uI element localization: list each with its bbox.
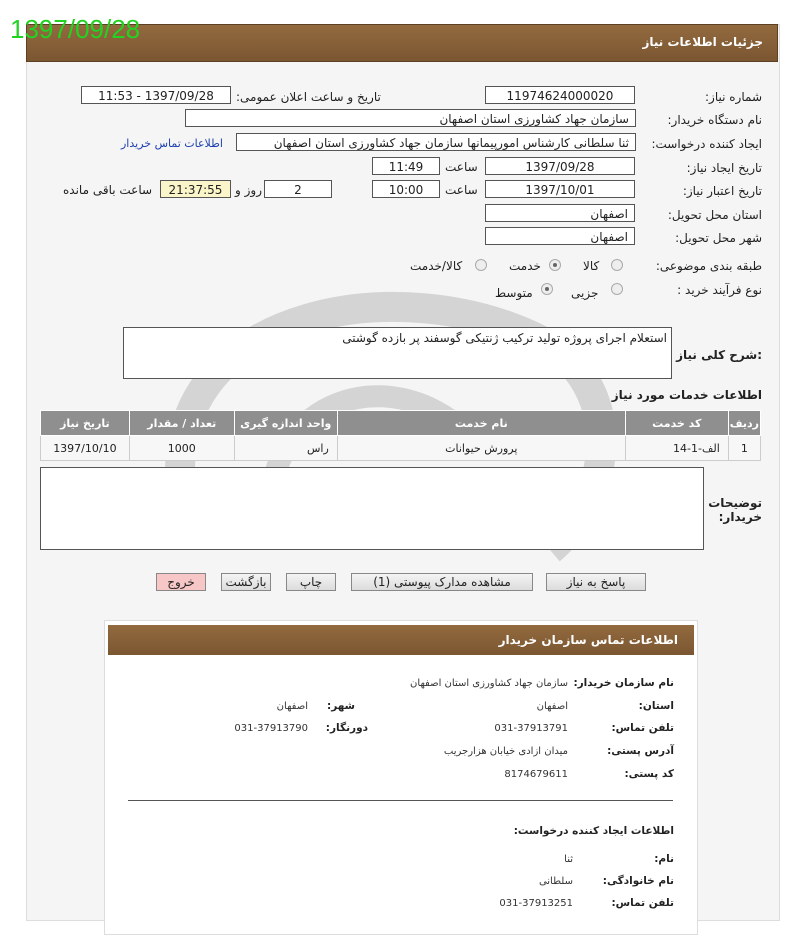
col-row: ردیف	[728, 411, 760, 436]
card-divider	[128, 800, 673, 801]
created-time-field: 11:49	[372, 157, 440, 175]
created-date-field: 1397/09/28	[485, 157, 635, 175]
reply-button[interactable]: پاسخ به نیاز	[546, 573, 646, 591]
creator-phone-label: تلفن تماس:	[611, 897, 674, 909]
announce-field: 1397/09/28 - 11:53	[81, 86, 231, 104]
address-label: آدرس پستی:	[607, 745, 674, 757]
cell-row: 1	[728, 436, 760, 461]
valid-date-field: 1397/10/01	[485, 180, 635, 198]
col-unit: واحد اندازه گیری	[234, 411, 337, 436]
phone-label: تلفن تماس:	[611, 722, 674, 734]
attachments-button[interactable]: مشاهده مدارک پیوستی (1)	[351, 573, 533, 591]
cell-name: پرورش حیوانات	[337, 436, 625, 461]
contact-card-header	[108, 625, 694, 655]
page-title: جزئیات اطلاعات نیاز	[642, 35, 763, 49]
org-value: سازمان جهاد کشاورزی استان اصفهان	[410, 678, 568, 689]
province-field: اصفهان	[485, 204, 635, 222]
services-title: اطلاعات خدمات مورد نیاز	[611, 388, 762, 402]
province-card-value: اصفهان	[536, 701, 568, 712]
radio-minor-label: جزیی	[571, 286, 599, 300]
postal-value: 8174679611	[504, 769, 568, 780]
announce-label: تاریخ و ساعت اعلان عمومی:	[236, 90, 381, 104]
org-label: نام سازمان خریدار:	[573, 677, 674, 689]
back-button[interactable]: بازگشت	[221, 573, 271, 591]
radio-goods-label: کالا	[583, 259, 600, 273]
address-value: میدان ازادی خیابان هزارجریب	[443, 746, 568, 757]
name-value: ثنا	[564, 854, 573, 865]
buyer-org-field: سازمان جهاد کشاورزی استان اصفهان	[185, 109, 636, 127]
description-box[interactable]	[123, 327, 672, 379]
radio-goods-service[interactable]	[475, 259, 487, 271]
cell-code: الف-1-14	[625, 436, 728, 461]
table-row	[41, 436, 761, 461]
contact-info-link[interactable]: اطلاعات تماس خریدار	[121, 137, 223, 150]
days-field: 2	[264, 180, 332, 198]
radio-minor[interactable]	[611, 283, 623, 295]
fax-value: 031-37913790	[234, 723, 308, 734]
need-number-field: 11974624000020	[485, 86, 635, 104]
city-card-label: شهر:	[327, 700, 355, 712]
days-label: روز و	[235, 183, 262, 197]
contact-card	[104, 620, 698, 935]
radio-medium[interactable]	[541, 283, 553, 295]
family-value: سلطانی	[538, 876, 573, 887]
date-stamp: 1397/09/28	[10, 14, 141, 44]
cell-qty: 1000	[129, 436, 234, 461]
description-label: شرح کلی نیاز:	[676, 348, 762, 362]
city-field: اصفهان	[485, 227, 635, 245]
col-code: کد خدمت	[625, 411, 728, 436]
buyer-org-label: نام دستگاه خریدار:	[667, 113, 762, 127]
creator-phone-value: 031-37913251	[499, 898, 573, 909]
col-qty: تعداد / مقدار	[129, 411, 234, 436]
postal-label: کد پستی:	[624, 768, 674, 780]
description-text: استعلام اجرای پروژه تولید ترکیب ژنتیکی گوسفند پر بازده گوشتی	[342, 331, 667, 345]
contact-card-title: اطلاعات تماس سازمان خریدار	[498, 633, 678, 647]
created-date-label: تاریخ ایجاد نیاز:	[686, 161, 762, 175]
cell-date: 1397/10/10	[41, 436, 130, 461]
created-time-label: ساعت	[445, 160, 478, 174]
valid-time-label: ساعت	[445, 183, 478, 197]
process-label: نوع فرآیند خرید :	[677, 283, 762, 297]
print-button[interactable]: چاپ	[286, 573, 336, 591]
city-label: شهر محل تحویل:	[675, 231, 762, 245]
radio-goods[interactable]	[611, 259, 623, 271]
radio-service[interactable]	[549, 259, 561, 271]
remaining-time-field: 21:37:55	[160, 180, 231, 198]
radio-goods-service-label: کالا/خدمت	[410, 259, 463, 273]
services-header-row	[41, 411, 761, 436]
buyer-notes-label: توضیحات خریدار:	[708, 496, 762, 524]
family-label: نام خانوادگی:	[602, 875, 674, 887]
province-card-label: استان:	[638, 700, 674, 712]
buyer-notes-box[interactable]	[40, 467, 704, 550]
creator-field: ثنا سلطانی کارشناس امورپیمانها سازمان جهاد کشاورزی استان اصفهان	[236, 133, 636, 151]
exit-button[interactable]: خروج	[156, 573, 206, 591]
valid-date-label: تاریخ اعتبار نیاز:	[682, 184, 762, 198]
radio-service-label: خدمت	[509, 259, 541, 273]
col-name: نام خدمت	[337, 411, 625, 436]
radio-medium-label: متوسط	[495, 286, 533, 300]
creator-section-title: اطلاعات ایجاد کننده درخواست:	[513, 825, 674, 837]
category-label: طبقه بندی موضوعی:	[655, 259, 762, 273]
col-date: تاریخ نیاز	[41, 411, 130, 436]
name-label: نام:	[654, 853, 674, 865]
city-card-value: اصفهان	[276, 701, 308, 712]
need-number-label: شماره نیاز:	[705, 90, 762, 104]
cell-unit: راس	[234, 436, 337, 461]
creator-label: ایجاد کننده درخواست:	[651, 137, 762, 151]
fax-label: دورنگار:	[325, 722, 368, 734]
services-table	[40, 410, 761, 461]
province-label: استان محل تحویل:	[667, 208, 762, 222]
phone-value: 031-37913791	[494, 723, 568, 734]
remaining-label: ساعت باقی مانده	[63, 183, 153, 197]
valid-time-field: 10:00	[372, 180, 440, 198]
